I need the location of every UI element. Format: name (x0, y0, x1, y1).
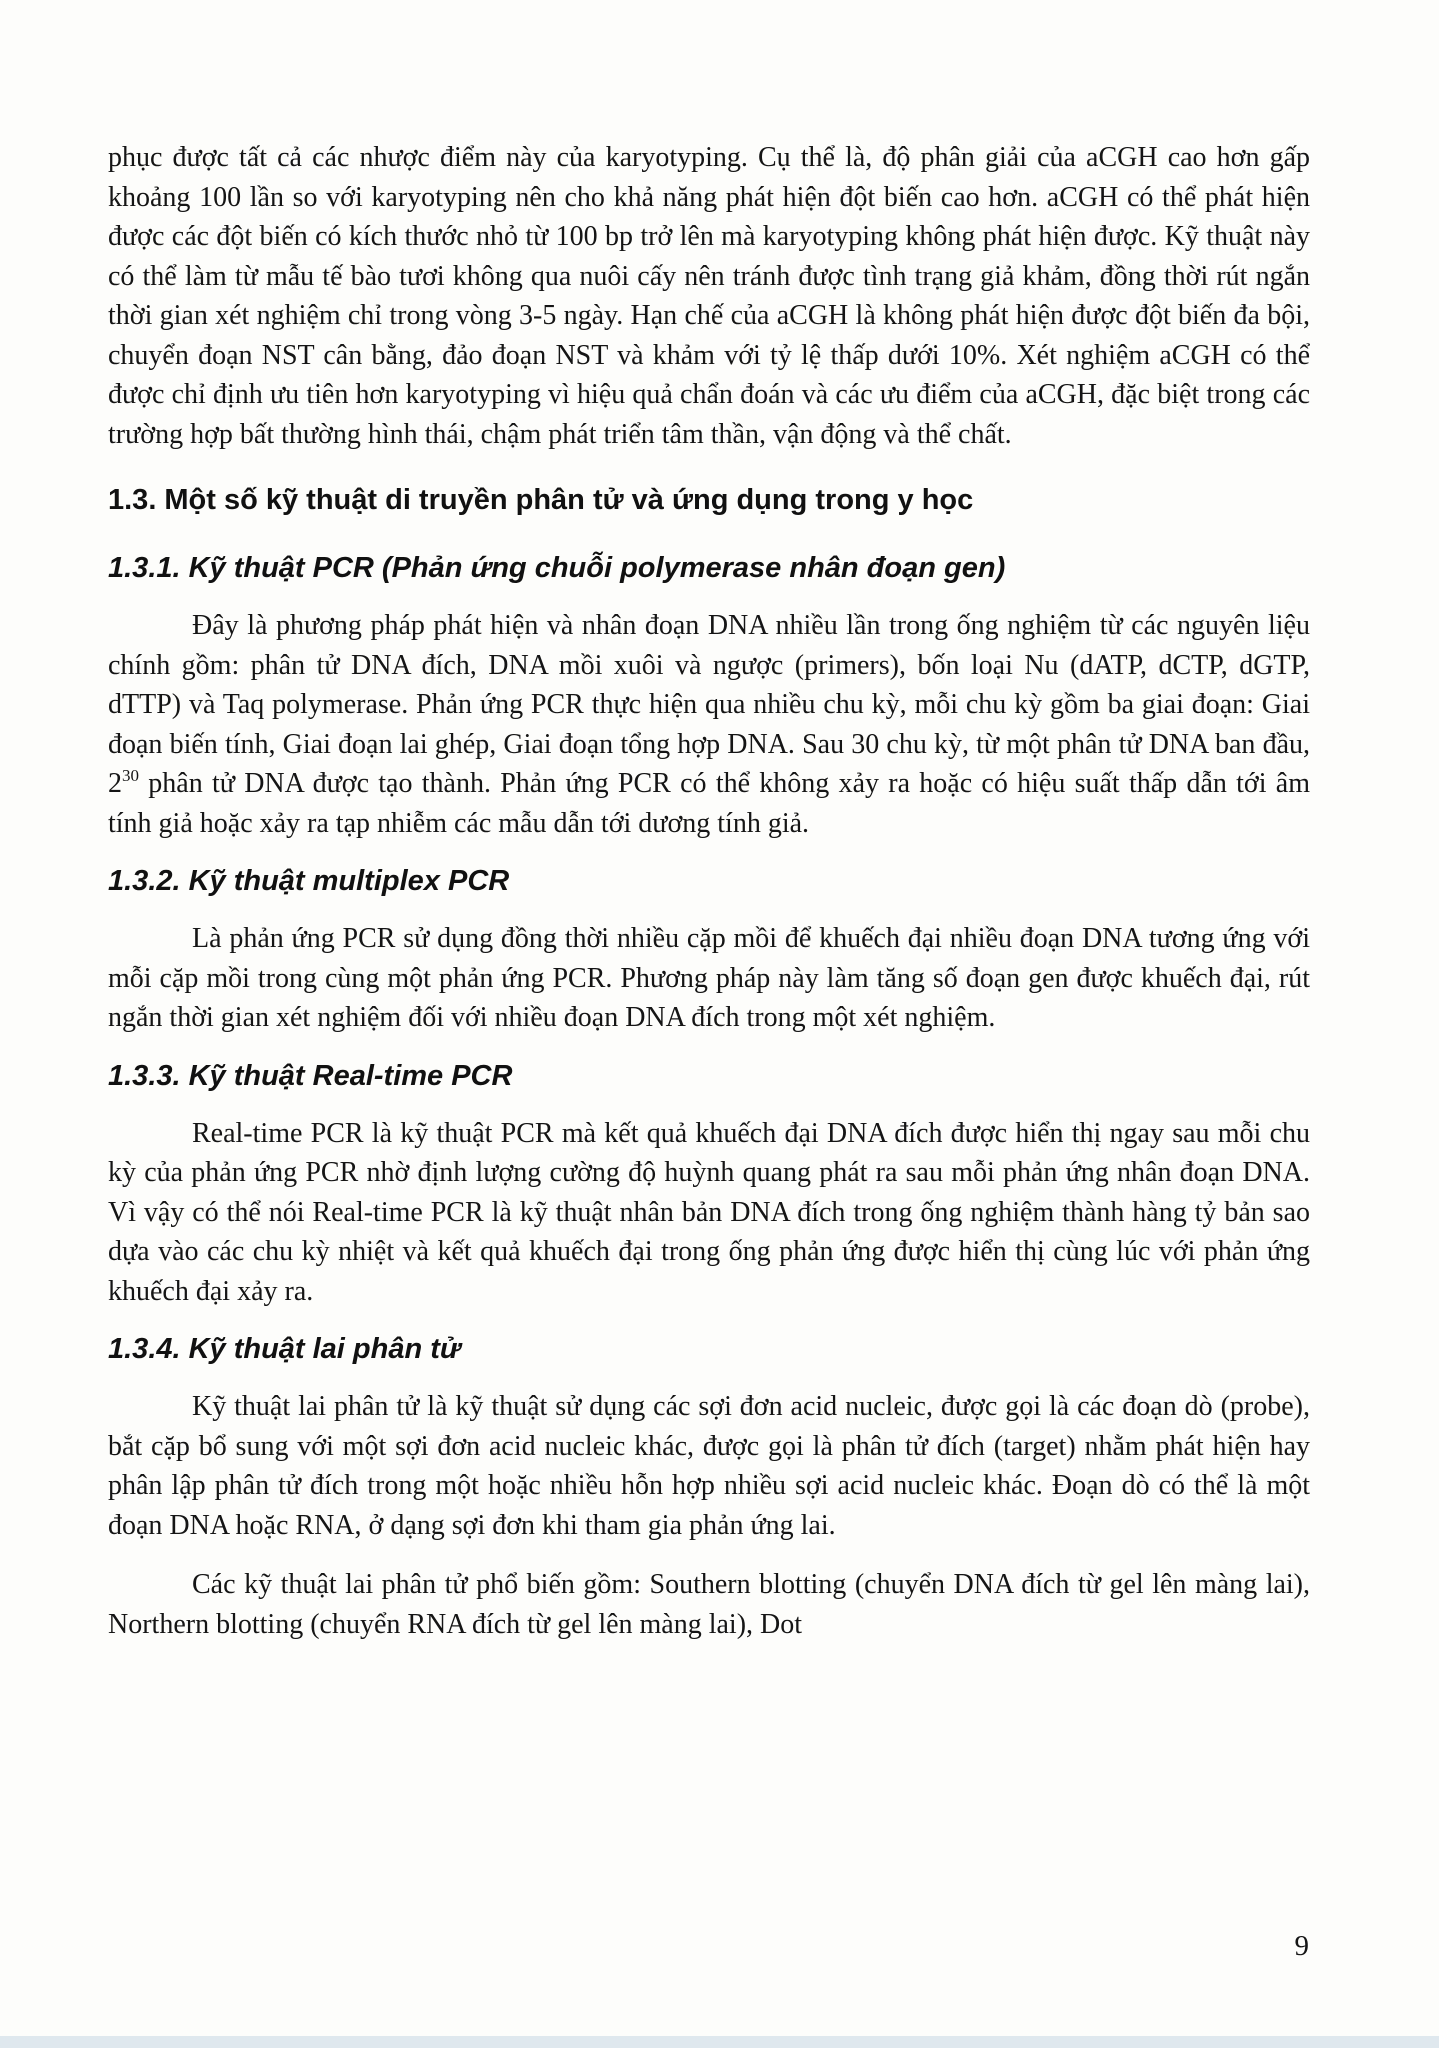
section-title: Một số kỹ thuật di truyền phân tử và ứng dụng trong y học (164, 484, 974, 516)
subsection-heading-1-3-2 (108, 861, 1310, 901)
section-heading-1-3 (108, 480, 1310, 520)
subsection-heading-1-3-1 (108, 548, 1310, 588)
subsection-heading-1-3-4 (108, 1329, 1310, 1369)
page-number: 9 (1294, 1930, 1309, 1962)
paragraph-acgh: phục được tất cả các nhược điểm này của karyotyping. Cụ thể là, độ phân giải của aCGH cao hơn gấp khoảng 100 lần so với karyotyping nên cho khả năng phát hiện đột biến cao hơn. aCGH có thể phát hiện được các đột biến có kích thước nhỏ từ 100 bp trở lên mà karyotyping không phát hiện được. Kỹ thuật này có thể làm từ mẫu tế bào tươi không qua nuôi cấy nên tránh được tình trạng giả khảm, đồng thời rút ngắn thời gian xét nghiệm chỉ trong vòng 3-5 ngày. Hạn chế của aCGH là không phát hiện được đột biến đa bội, chuyển đoạn NST cân bằng, đảo đoạn NST và khảm với tỷ lệ thấp dưới 10%. Xét nghiệm aCGH có thể được chỉ định ưu tiên hơn karyotyping vì hiệu quả chẩn đoán và các ưu điểm của aCGH, đặc biệt trong các trường hợp bất thường hình thái, chậm phát triển tâm thần, vận động và thể chất. (108, 142, 1310, 450)
paragraph-hybridization: Kỹ thuật lai phân tử là kỹ thuật sử dụng các sợi đơn acid nucleic, được gọi là các đoạn dò (probe), bắt cặp bổ sung với một sợi đơn acid nucleic khác, được gọi là phân tử đích (target) nhằm phát hiện hay phân lập phân tử đích trong một hoặc nhiều hỗn hợp nhiều sợi acid nucleic khác. Đoạn dò có thể là một đoạn DNA hoặc RNA, ở dạng sợi đơn khi tham gia phản ứng lai. (108, 1391, 1310, 1541)
exponent-30: 30 (122, 766, 139, 785)
subsection-number: 1.3.2. (108, 865, 181, 897)
subsection-title: Kỹ thuật lai phân tử (188, 1333, 461, 1365)
page-body (108, 138, 1310, 1644)
subsection-title: Kỹ thuật Real-time PCR (188, 1059, 513, 1092)
paragraph-pcr-text-a: Đây là phương pháp phát hiện và nhân đoạn DNA nhiều lần trong ống nghiệm từ các nguyên liệu chính gồm: phân tử DNA đích, DNA mồi xuôi và ngược (primers), bốn loại Nu (dATP, dCTP, dGTP, dTTP) và Taq polymerase. Phản ứng PCR thực hiện qua nhiều chu kỳ, mỗi chu kỳ gồm ba giai đoạn: Giai đoạn biến tính, Giai đoạn lai ghép, Giai đoạn tổng hợp DNA. Sau 30 chu kỳ, từ một phân tử DNA ban đầu, 2 (108, 610, 1310, 799)
subsection-title: Kỹ thuật multiplex PCR (188, 865, 510, 897)
paragraph-multiplex-pcr: Là phản ứng PCR sử dụng đồng thời nhiều cặp mồi để khuếch đại nhiều đoạn DNA tương ứng với mỗi cặp mồi trong cùng một phản ứng PCR. Phương pháp này làm tăng số đoạn gen được khuếch đại, rút ngắn thời gian xét nghiệm đối với nhiều đoạn DNA đích trong một xét nghiệm. (108, 923, 1310, 1033)
subsection-heading-1-3-3 (108, 1056, 1310, 1096)
paragraph-pcr (108, 606, 1310, 843)
paragraph-pcr-text-b: phân tử DNA được tạo thành. Phản ứng PCR có thể không xảy ra hoặc có hiệu suất thấp dẫn tới âm tính giả hoặc xảy ra tạp nhiễm các mẫu dẫn tới dương tính giả. (108, 768, 1310, 839)
subsection-number: 1.3.1. (108, 552, 181, 584)
subsection-number: 1.3.3. (108, 1059, 181, 1092)
paragraph-realtime-pcr: Real-time PCR là kỹ thuật PCR mà kết quả khuếch đại DNA đích được hiển thị ngay sau mỗi chu kỳ của phản ứng PCR nhờ định lượng cường độ huỳnh quang phát ra sau mỗi phản ứng nhân đoạn DNA. Vì vậy có thể nói Real-time PCR là kỹ thuật nhân bản DNA đích trong ống nghiệm thành hàng tỷ bản sao dựa vào các chu kỳ nhiệt và kết quả khuếch đại trong ống phản ứng được hiển thị cùng lúc với phản ứng khuếch đại xảy ra. (108, 1117, 1310, 1307)
section-number: 1.3. (108, 484, 157, 516)
scan-edge (0, 2036, 1439, 2048)
subsection-number: 1.3.4. (108, 1333, 181, 1365)
paragraph-hybridization-techniques: Các kỹ thuật lai phân tử phổ biến gồm: Southern blotting (chuyển DNA đích từ gel lên màng lai), Northern blotting (chuyển RNA đích từ gel lên màng lai), Dot (108, 1569, 1310, 1640)
subsection-title: Kỹ thuật PCR (Phản ứng chuỗi polymerase nhân đoạn gen) (188, 552, 1006, 584)
